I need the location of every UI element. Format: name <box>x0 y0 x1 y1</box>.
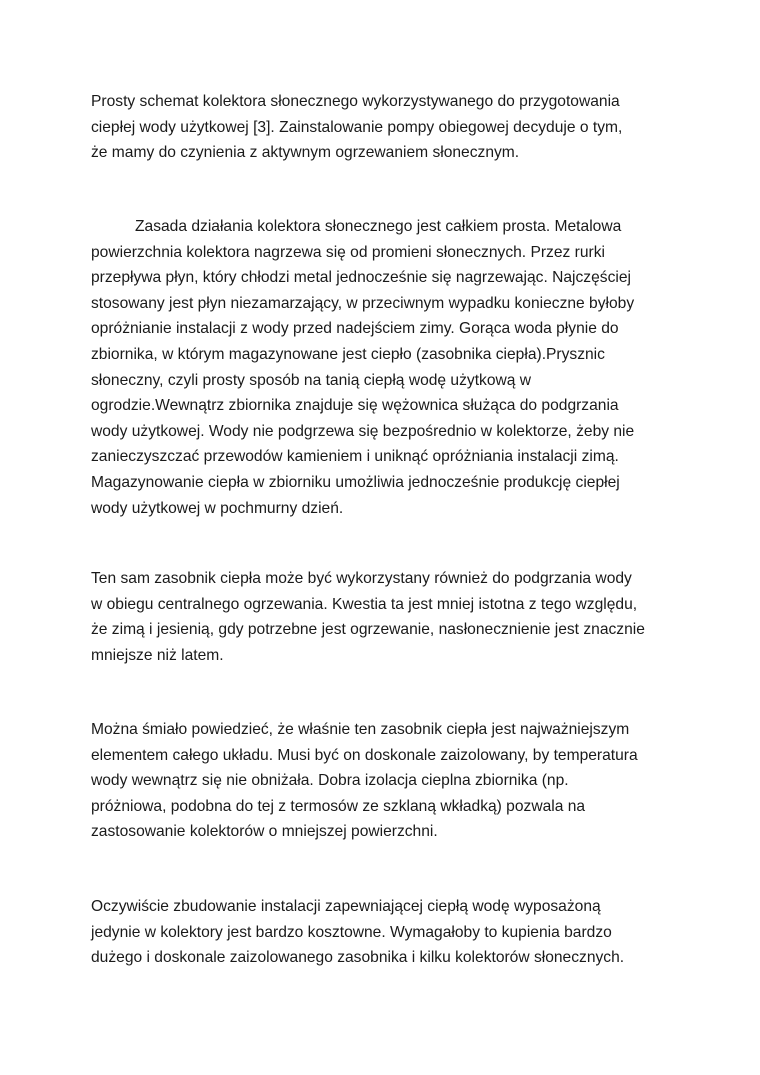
text-line: Zasada działania kolektora słonecznego jest całkiem prosta. Metalowa <box>135 218 622 235</box>
text-line: powierzchnia kolektora nagrzewa się od promieni słonecznych. Przez rurki <box>91 243 605 261</box>
paragraph-cost <box>91 894 624 971</box>
text-line: próżniowa, podobna do tej z termosów ze szklaną wkładką) pozwala na <box>91 797 586 815</box>
paragraph-solar-collector-scheme <box>91 89 622 166</box>
text-line: że zimą i jesienią, gdy potrzebne jest ogrzewanie, nasłonecznienie jest znacznie <box>91 621 645 639</box>
paragraph-central-heating <box>91 566 645 668</box>
text-line: słoneczny, czyli prosty sposób na tanią ciepłą wodę użytkową w <box>91 371 532 389</box>
text-line: Oczywiście zbudowanie instalacji zapewniającej ciepłą wodę wyposażoną <box>91 898 601 915</box>
text-line: Magazynowanie ciepła w zbiorniku umożliwia jednocześnie produkcję ciepłej <box>91 473 620 491</box>
text-line: zanieczyszczać przewodów kamieniem i uniknąć opróżniania instalacji zimą. <box>91 448 619 466</box>
text-line: że mamy do czynienia z aktywnym ogrzewaniem słonecznym. <box>91 144 520 162</box>
text-line: przepływa płyn, który chłodzi metal jednocześnie się nagrzewając. Najczęściej <box>91 269 631 287</box>
text-line: Ten sam zasobnik ciepła może być wykorzystany również do podgrzania wody <box>91 570 632 587</box>
text-line: mniejsze niż latem. <box>91 646 224 664</box>
text-line: wody wewnątrz się nie obniżała. Dobra izolacja cieplna zbiornika (np. <box>91 772 569 790</box>
text-line: zbiornika, w którym magazynowane jest ciepło (zasobnika ciepła).Prysznic <box>91 345 605 363</box>
text-line: stosowany jest płyn niezamarzający, w przeciwnym wypadku konieczne byłoby <box>91 294 635 312</box>
text-line: w obiegu centralnego ogrzewania. Kwestia ta jest mniej istotna z tego względu, <box>91 595 638 613</box>
paragraph-heat-storage <box>91 717 638 845</box>
text-line: dużego i doskonale zaizolowanego zasobnika i kilku kolektorów słonecznych. <box>91 949 625 967</box>
text-line: zastosowanie kolektorów o mniejszej powierzchni. <box>91 823 438 841</box>
text-line: wody użytkowej w pochmurny dzień. <box>91 499 344 517</box>
text-line: ogrodzie.Wewnątrz zbiornika znajduje się wężownica służąca do podgrzania <box>91 397 619 415</box>
text-line: Można śmiało powiedzieć, że właśnie ten zasobnik ciepła jest najważniejszym <box>91 721 630 738</box>
paragraph-operating-principle <box>91 214 634 521</box>
text-line: ciepłej wody użytkowej [3]. Zainstalowanie pompy obiegowej decyduje o tym, <box>91 118 623 136</box>
text-line: wody użytkowej. Wody nie podgrzewa się bezpośrednio w kolektorze, żeby nie <box>91 422 635 440</box>
text-line: jedynie w kolektory jest bardzo kosztowne. Wymagałoby to kupienia bardzo <box>91 923 612 941</box>
text-line: elementem całego układu. Musi być on doskonale zaizolowany, by temperatura <box>91 746 638 764</box>
text-line: Prosty schemat kolektora słonecznego wykorzystywanego do przygotowania <box>91 93 620 110</box>
text-line: opróżnianie instalacji z wody przed nadejściem zimy. Gorąca woda płynie do <box>91 320 619 338</box>
